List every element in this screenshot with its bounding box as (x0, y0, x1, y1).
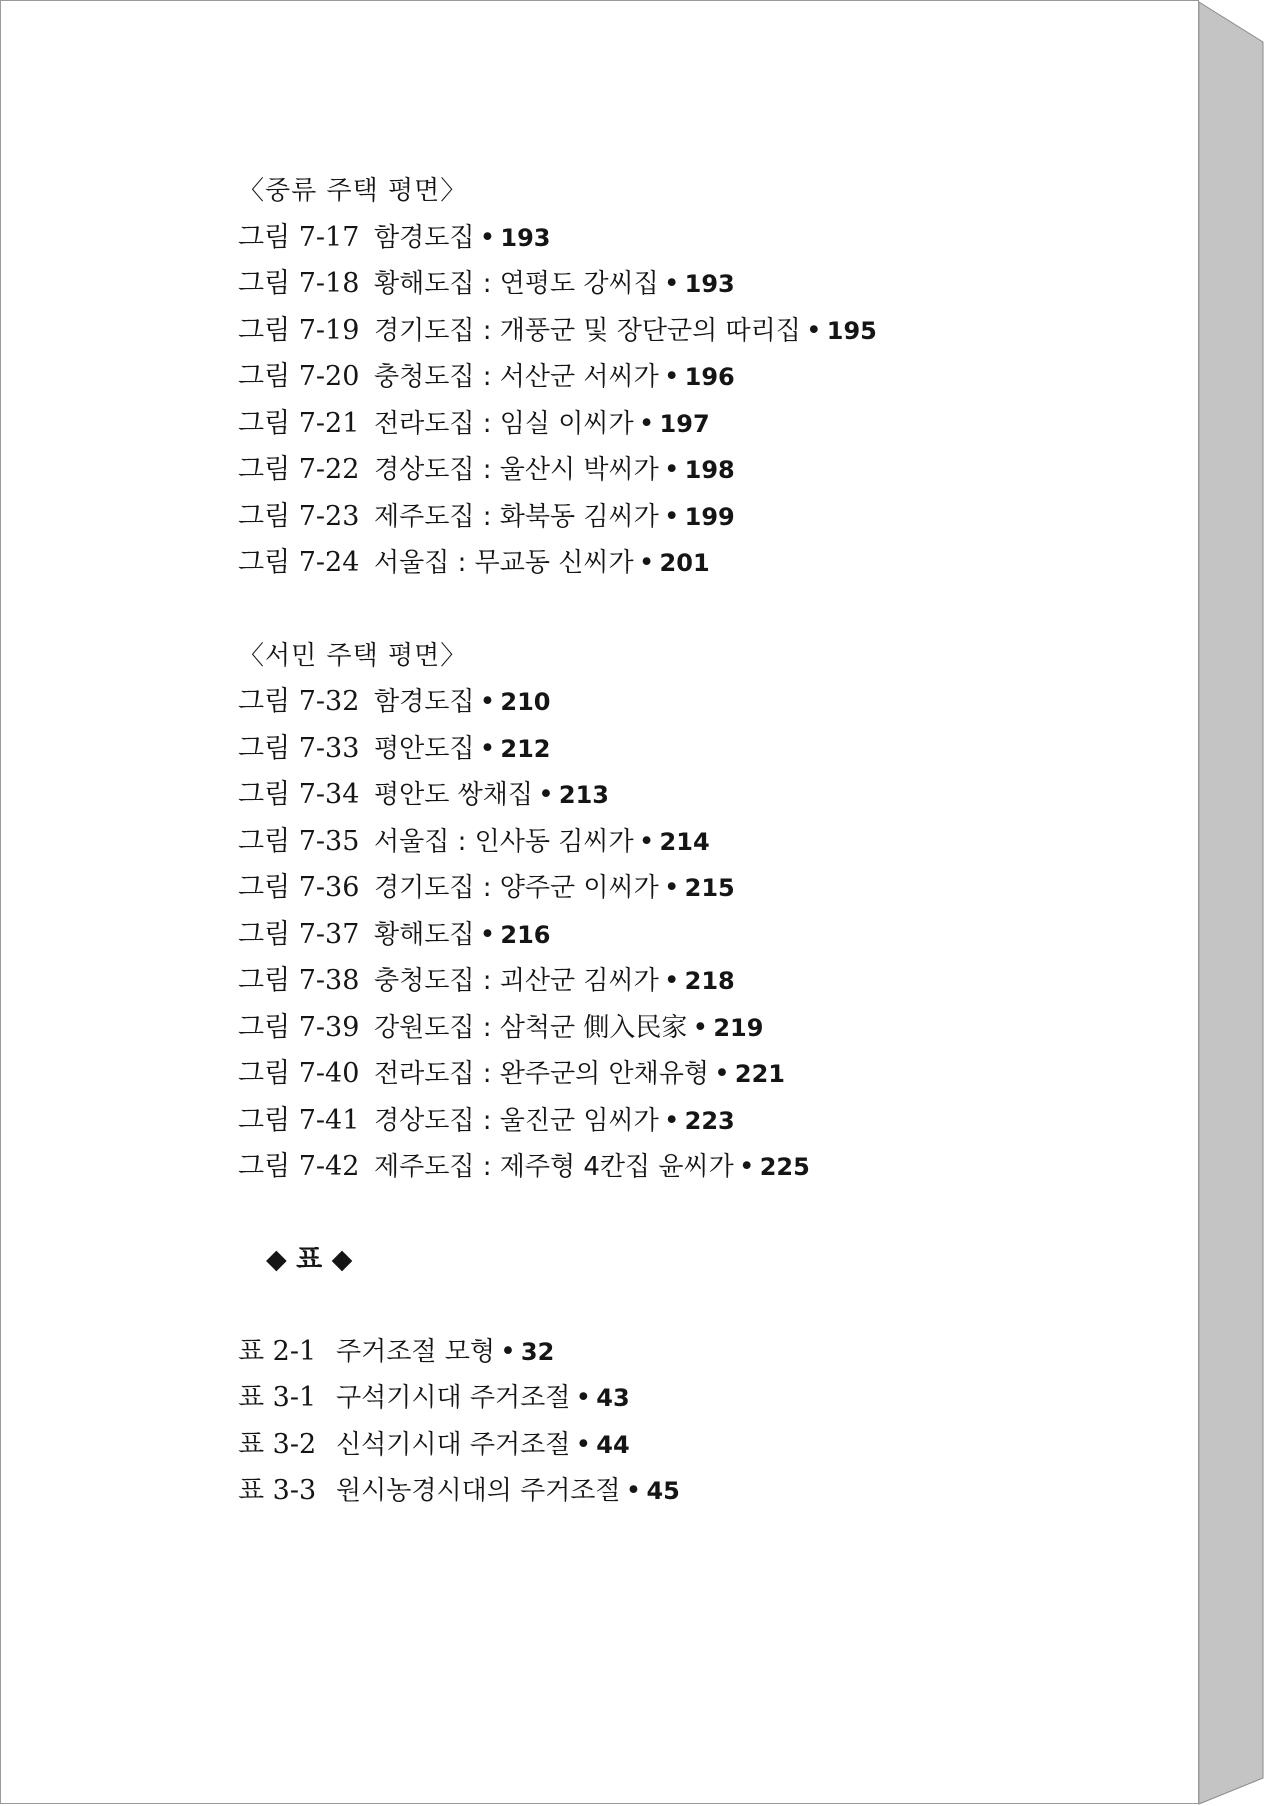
toc-entry[interactable] (238, 1144, 1138, 1191)
entry-separator: • (638, 407, 655, 439)
entry-label: 그림 7-17 (238, 221, 360, 253)
entry-label: 그림 7-35 (238, 825, 360, 857)
entry-title: 충청도집 : 괴산군 김씨가 (374, 966, 659, 996)
entry-separator: • (713, 1058, 730, 1089)
section-gap (238, 587, 1138, 633)
entry-separator: • (738, 1151, 755, 1182)
entry-separator: • (663, 1104, 680, 1136)
entry-label: 그림 7-21 (238, 407, 360, 439)
entry-label: 그림 7-22 (238, 454, 360, 485)
entry-label: 그림 7-36 (238, 872, 360, 903)
toc-entry[interactable] (238, 215, 1138, 262)
entry-label: 그림 7-18 (238, 268, 360, 299)
entry-page: 44 (596, 1430, 630, 1459)
toc-entry[interactable] (238, 308, 1138, 355)
entry-separator: • (575, 1382, 592, 1413)
entry-separator: • (805, 314, 822, 346)
entry-label: 그림 7-19 (238, 314, 360, 346)
toc-entry[interactable] (238, 726, 1138, 773)
entry-title: 황해도집 (374, 919, 475, 950)
entry-label: 표 3-2 (238, 1428, 317, 1460)
entry-page: 43 (596, 1384, 630, 1412)
entry-separator: • (663, 500, 680, 532)
entry-label: 그림 7-34 (238, 779, 360, 810)
entry-title: 제주도집 : 화북동 김씨가 (374, 501, 659, 532)
entry-title: 평안도집 (374, 733, 475, 764)
entry-page: 193 (684, 270, 735, 298)
entry-label: 그림 7-41 (238, 1104, 360, 1136)
entry-label: 그림 7-33 (238, 732, 360, 764)
entry-title: 강원도집 : 삼척군 側入民家 (374, 1012, 688, 1043)
toc-entry[interactable] (238, 401, 1138, 448)
entry-title: 서울집 : 무교동 신씨가 (374, 548, 634, 578)
toc-entry[interactable] (238, 912, 1138, 959)
entry-label: 그림 7-42 (238, 1151, 360, 1182)
entry-label: 그림 7-39 (238, 1011, 360, 1043)
entry-title: 황해도집 : 연평도 강씨집 (374, 269, 659, 299)
entry-page: 210 (500, 688, 551, 716)
entry-separator: • (663, 268, 680, 299)
section-gap (238, 1191, 1138, 1237)
entry-title: 경기도집 : 개풍군 및 장단군의 따리집 (374, 315, 801, 346)
entry-page: 225 (759, 1153, 810, 1181)
entry-page: 213 (558, 781, 610, 809)
entry-label: 그림 7-32 (238, 686, 360, 717)
toc-entry[interactable] (238, 447, 1138, 494)
entry-separator: • (638, 825, 655, 857)
entry-title: 평안도 쌍채집 (374, 780, 533, 810)
toc-content (238, 168, 1138, 1515)
entry-page: 45 (646, 1477, 680, 1505)
entry-label: 표 2-1 (238, 1335, 317, 1367)
entry-separator: • (638, 547, 655, 578)
entry-separator: • (625, 1475, 642, 1506)
entry-title: 함경도집 (374, 687, 475, 717)
toc-entry[interactable] (238, 1005, 1138, 1052)
entry-page: 218 (684, 967, 735, 995)
entry-page: 201 (659, 549, 710, 577)
entry-page: 212 (500, 734, 551, 763)
entry-label: 그림 7-23 (238, 500, 360, 532)
entry-label: 표 3-3 (238, 1475, 317, 1506)
entry-separator: • (663, 361, 680, 392)
entry-label: 그림 7-37 (238, 918, 360, 950)
entry-page: 193 (500, 223, 551, 252)
entry-title: 원시농경시대의 주거조절 (336, 1476, 621, 1506)
entry-separator: • (663, 965, 680, 996)
toc-entry[interactable] (238, 540, 1138, 587)
entry-title: 전라도집 : 완주군의 안채유형 (374, 1059, 709, 1089)
table-list (238, 1329, 1138, 1515)
toc-entry[interactable] (238, 261, 1138, 308)
entry-page: 32 (520, 1337, 555, 1366)
toc-entry[interactable] (238, 819, 1138, 866)
entry-page: 219 (713, 1013, 764, 1042)
entry-title: 함경도집 (374, 222, 475, 253)
entry-title: 경기도집 : 양주군 이씨가 (374, 873, 659, 903)
tables-section-title: ◆ 표 ◆ (266, 1243, 353, 1275)
toc-entry[interactable] (238, 354, 1138, 401)
entry-label: 표 3-1 (238, 1382, 317, 1413)
toc-entry[interactable] (238, 679, 1138, 726)
toc-entry[interactable] (238, 772, 1138, 819)
entry-page: 214 (659, 827, 710, 856)
section-heading: 〈중류 주택 평면〉 (238, 176, 468, 206)
entry-page: 196 (684, 363, 735, 391)
entry-title: 경상도집 : 울진군 임씨가 (374, 1105, 659, 1136)
entry-separator: • (537, 779, 554, 810)
entry-page: 197 (659, 409, 710, 438)
entry-title: 경상도집 : 울산시 박씨가 (374, 455, 659, 485)
entry-page: 223 (684, 1106, 735, 1135)
entry-separator: • (479, 918, 496, 950)
entry-page: 216 (500, 920, 551, 949)
figure-list (238, 215, 1138, 587)
section-heading: 〈서민 주택 평면〉 (238, 640, 468, 671)
section-middle-class-houses (238, 168, 1138, 587)
toc-entry[interactable] (238, 1375, 1138, 1422)
entry-separator: • (479, 221, 496, 253)
entry-page: 195 (826, 316, 877, 345)
entry-separator: • (663, 454, 680, 485)
section-gap (238, 1283, 1138, 1329)
entry-page: 215 (684, 874, 735, 902)
toc-entry[interactable] (238, 865, 1138, 912)
entry-title: 주거조절 모형 (336, 1336, 495, 1367)
toc-entry[interactable] (238, 1051, 1138, 1098)
toc-entry[interactable] (238, 1468, 1138, 1515)
entry-page: 198 (684, 456, 735, 484)
toc-entry[interactable] (238, 958, 1138, 1005)
entry-separator: • (499, 1335, 516, 1367)
section-commoner-houses (238, 633, 1138, 1191)
entry-title: 신석기시대 주거조절 (336, 1429, 571, 1460)
toc-entry[interactable] (238, 1329, 1138, 1376)
entry-separator: • (575, 1428, 592, 1460)
entry-title: 충청도집 : 서산군 서씨가 (374, 362, 659, 392)
entry-title: 전라도집 : 임실 이씨가 (374, 408, 634, 439)
entry-title: 서울집 : 인사동 김씨가 (374, 826, 634, 857)
figure-list (238, 679, 1138, 1191)
entry-page: 199 (684, 502, 735, 531)
entry-label: 그림 7-20 (238, 361, 360, 392)
toc-entry[interactable] (238, 494, 1138, 541)
entry-title: 제주도집 : 제주형 4칸집 윤씨가 (374, 1152, 734, 1182)
toc-entry[interactable] (238, 1098, 1138, 1145)
entry-label: 그림 7-40 (238, 1058, 360, 1089)
entry-label: 그림 7-24 (238, 547, 360, 578)
entry-separator: • (479, 732, 496, 764)
entry-separator: • (663, 872, 680, 903)
entry-separator: • (479, 686, 496, 717)
entry-title: 구석기시대 주거조절 (336, 1383, 571, 1413)
entry-label: 그림 7-38 (238, 965, 360, 996)
entry-page: 221 (734, 1060, 785, 1088)
toc-entry[interactable] (238, 1422, 1138, 1469)
entry-separator: • (692, 1011, 709, 1043)
